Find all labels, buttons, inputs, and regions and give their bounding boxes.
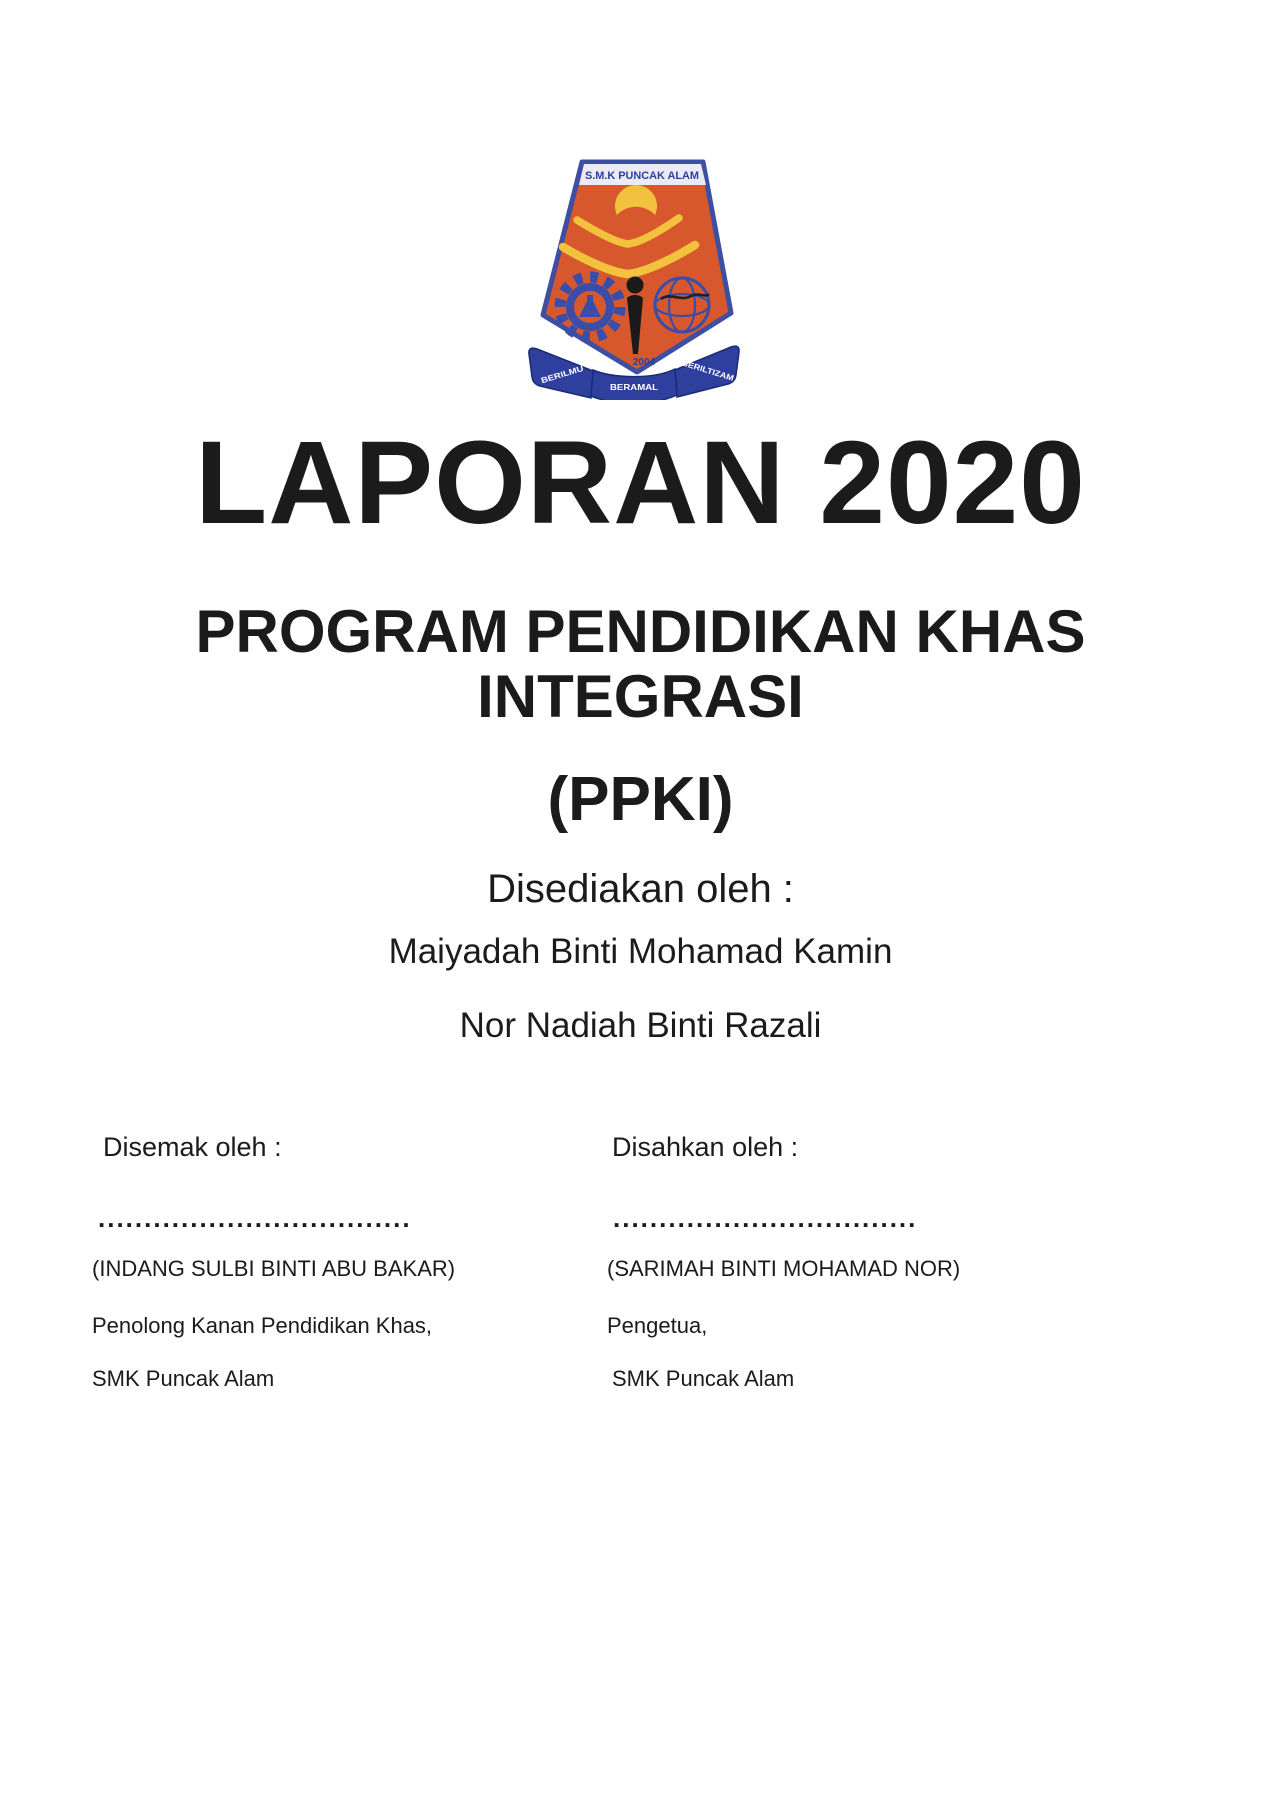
prepared-by-name: Nor Nadiah Binti Razali: [459, 1006, 822, 1045]
motto-beramal-text: BERAMAL: [610, 383, 659, 392]
checked-by-role: Penolong Kanan Pendidikan Khas,: [92, 1313, 433, 1338]
prepared-by-name: Maiyadah Binti Mohamad Kamin: [388, 932, 893, 971]
signature-dotted-line: ..................................: [98, 1203, 412, 1233]
motto-berilmu-text: BERILMU: [539, 366, 578, 386]
program-acronym: (PPKI): [547, 765, 734, 834]
signature-dotted-line: .................................: [613, 1203, 918, 1233]
report-title: LAPORAN 2020: [195, 417, 1086, 549]
checked-by-name: (INDANG SULBI BINTI ABU BAKAR): [92, 1256, 456, 1281]
established-year-text: 2004: [632, 357, 656, 368]
school-logo: [523, 158, 747, 400]
school-name-text: S.M.K PUNCAK ALAM: [585, 170, 699, 182]
approved-by-organization: SMK Puncak Alam: [612, 1366, 795, 1391]
program-subtitle-line2: INTEGRASI: [477, 663, 804, 730]
prepared-by-label: Disediakan oleh :: [487, 867, 794, 911]
torch-flame-icon: [627, 277, 644, 294]
motto-beriltizam-text: BERILTIZAM: [680, 358, 729, 382]
approved-by-name: (SARIMAH BINTI MOHAMAD NOR): [607, 1256, 961, 1281]
checked-by-label: Disemak oleh :: [103, 1132, 282, 1162]
approved-by-role: Pengetua,: [607, 1313, 708, 1338]
checked-by-organization: SMK Puncak Alam: [92, 1366, 275, 1391]
program-subtitle-line1: PROGRAM PENDIDIKAN KHAS: [195, 598, 1086, 665]
school-crest-icon: [523, 158, 747, 400]
approved-by-label: Disahkan oleh :: [612, 1132, 799, 1162]
